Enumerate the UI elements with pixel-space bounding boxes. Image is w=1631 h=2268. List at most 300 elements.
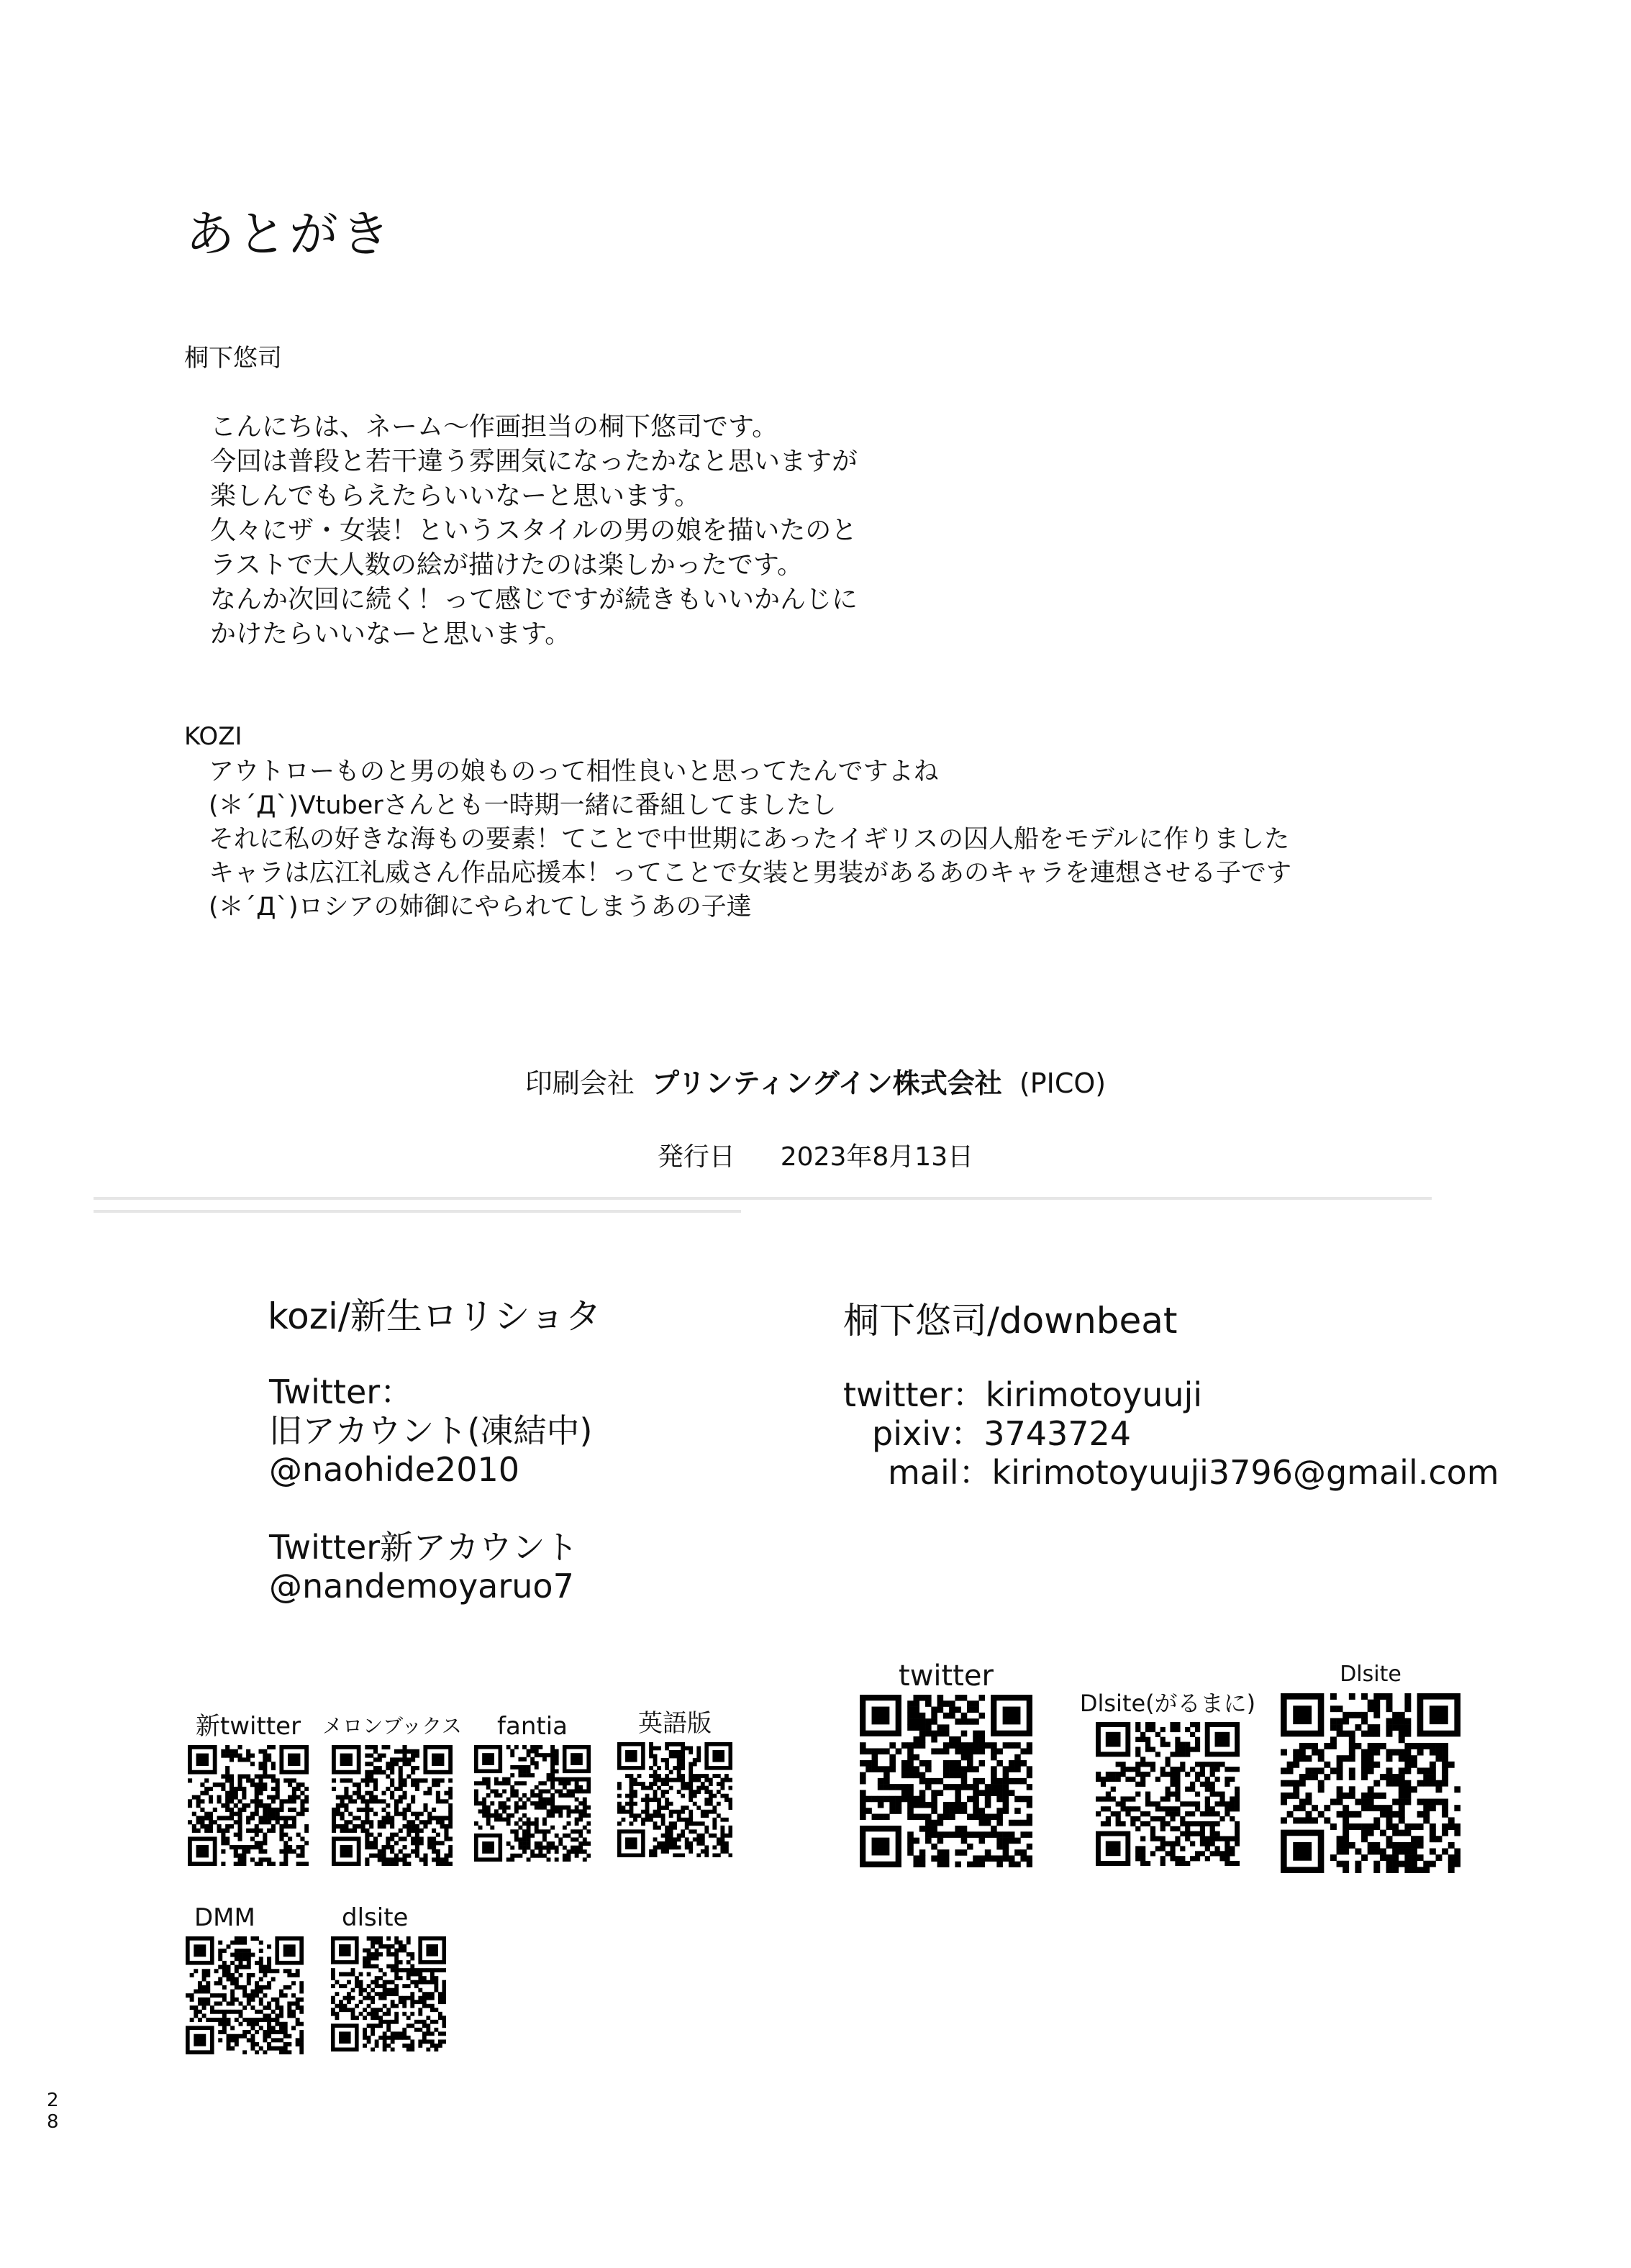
qr-module bbox=[230, 2046, 235, 2051]
qr-module bbox=[255, 1787, 259, 1791]
qr-module bbox=[502, 1801, 506, 1805]
qr-module bbox=[547, 1801, 551, 1805]
qr-module bbox=[363, 1996, 367, 2000]
qr-module bbox=[263, 1836, 267, 1841]
qr-module bbox=[378, 1976, 383, 1980]
qr-module bbox=[563, 1785, 567, 1790]
qr-module bbox=[1330, 1743, 1337, 1749]
qr-module bbox=[247, 1961, 251, 1965]
qr-module bbox=[661, 1805, 665, 1810]
qr-module bbox=[406, 2044, 411, 2048]
qr-module bbox=[375, 2008, 379, 2012]
qr-module bbox=[1442, 1805, 1448, 1811]
qr-module bbox=[527, 1818, 531, 1822]
qr-module bbox=[860, 1742, 866, 1749]
qr-module bbox=[677, 1778, 681, 1782]
qr-module bbox=[907, 1772, 914, 1779]
qr-module bbox=[394, 2036, 399, 2040]
qr-module bbox=[1027, 1772, 1032, 1779]
qr-module bbox=[263, 2030, 267, 2034]
qr-code-icon[interactable] bbox=[1281, 1693, 1460, 1873]
qr-module bbox=[419, 1836, 424, 1841]
qr-module bbox=[1404, 1718, 1411, 1724]
qr-module bbox=[913, 1736, 919, 1743]
qr-module bbox=[625, 1794, 630, 1798]
qr-module bbox=[665, 1778, 669, 1782]
qr-module bbox=[901, 1790, 908, 1796]
qr-module bbox=[657, 1841, 661, 1846]
qr-module bbox=[901, 1784, 908, 1790]
qr-module bbox=[369, 1820, 373, 1824]
qr-block-dlsite-girlsmaniax bbox=[1063, 1689, 1272, 1866]
qr-module bbox=[1373, 1861, 1380, 1867]
qr-module bbox=[258, 1787, 263, 1791]
qr-module bbox=[967, 1760, 973, 1767]
qr-module bbox=[709, 1810, 713, 1814]
qr-module bbox=[1125, 1806, 1130, 1811]
qr-module bbox=[550, 1765, 555, 1770]
qr-module bbox=[1135, 1746, 1140, 1752]
qr-module bbox=[222, 1998, 227, 2002]
qr-module bbox=[689, 1750, 693, 1754]
qr-module bbox=[677, 1750, 681, 1754]
qr-module bbox=[402, 2044, 406, 2048]
qr-module bbox=[419, 1857, 424, 1862]
qr-module bbox=[230, 1749, 234, 1754]
qr-module bbox=[196, 1799, 201, 1803]
qr-module bbox=[279, 1828, 283, 1833]
qr-module bbox=[271, 1766, 276, 1770]
qr-module bbox=[1140, 1782, 1145, 1787]
qr-module bbox=[230, 1973, 235, 1977]
qr-module bbox=[961, 1784, 968, 1790]
qr-module bbox=[299, 2038, 304, 2042]
qr-module bbox=[1386, 1780, 1393, 1787]
qr-module bbox=[717, 1841, 721, 1846]
qr-module bbox=[961, 1754, 968, 1761]
qr-module bbox=[657, 1810, 661, 1814]
qr-module bbox=[1175, 1737, 1180, 1742]
qr-module bbox=[418, 2039, 422, 2044]
qr-module bbox=[394, 1984, 399, 1988]
qr-module bbox=[1140, 1732, 1145, 1737]
qr-module bbox=[1175, 1782, 1180, 1787]
qr-module bbox=[693, 1774, 697, 1778]
qr-module bbox=[1106, 1841, 1121, 1857]
page-number bbox=[42, 2090, 63, 2133]
qr-module bbox=[1027, 1814, 1032, 1821]
qr-module bbox=[440, 1862, 445, 1866]
qr-module bbox=[1210, 1831, 1215, 1836]
qr-module bbox=[1380, 1693, 1386, 1700]
qr-module bbox=[1140, 1777, 1145, 1782]
qr-module bbox=[246, 1778, 250, 1782]
qr-module bbox=[522, 1801, 527, 1805]
qr-module bbox=[1330, 1799, 1337, 1805]
qr-module bbox=[255, 2010, 259, 2014]
qr-module bbox=[996, 1831, 1003, 1838]
qr-module bbox=[283, 1799, 288, 1803]
qr-module bbox=[1170, 1752, 1175, 1757]
qr-block-dlsite-main bbox=[1277, 1660, 1464, 1873]
qr-module bbox=[919, 1724, 926, 1731]
qr-module bbox=[681, 1794, 685, 1798]
qr-code-icon[interactable] bbox=[474, 1745, 591, 1862]
qr-module bbox=[1160, 1742, 1166, 1747]
qr-module bbox=[357, 1795, 361, 1800]
qr-module bbox=[563, 1781, 567, 1785]
qr-module bbox=[209, 1828, 213, 1833]
qr-module bbox=[878, 1778, 884, 1785]
qr-module bbox=[586, 1841, 591, 1846]
qr-module bbox=[955, 1736, 961, 1743]
qr-module bbox=[669, 1845, 673, 1849]
qr-module bbox=[402, 1762, 406, 1766]
qr-module bbox=[378, 1854, 382, 1858]
qr-module bbox=[357, 1782, 361, 1787]
qr-module bbox=[991, 1826, 997, 1832]
qr-module bbox=[279, 2050, 283, 2054]
qr-module bbox=[423, 1791, 427, 1795]
qr-module bbox=[1205, 1811, 1210, 1816]
qr-module bbox=[250, 2022, 255, 2026]
qr-code-icon[interactable] bbox=[860, 1695, 1032, 1867]
qr-module bbox=[1361, 1693, 1368, 1700]
qr-module bbox=[250, 2005, 255, 2010]
qr-module bbox=[238, 1845, 242, 1849]
qr-module bbox=[1150, 1851, 1155, 1856]
qr-module bbox=[225, 1766, 230, 1770]
qr-module bbox=[221, 1828, 225, 1833]
qr-module bbox=[1225, 1782, 1230, 1787]
qr-block-melonbooks bbox=[320, 1712, 464, 1866]
author1-line: 楽しんでもらえたらいいなーと思います。 bbox=[210, 481, 701, 511]
qr-module bbox=[665, 1790, 669, 1794]
qr-module bbox=[1185, 1727, 1190, 1732]
qr-module bbox=[1200, 1831, 1205, 1836]
qr-module bbox=[937, 1820, 944, 1826]
qr-module bbox=[365, 1770, 369, 1775]
qr-module bbox=[418, 2020, 422, 2024]
qr-module bbox=[1096, 1772, 1101, 1777]
qr-module bbox=[267, 2042, 271, 2046]
qr-module bbox=[1027, 1844, 1032, 1850]
qr-module bbox=[1111, 1796, 1116, 1801]
qr-module bbox=[222, 2022, 227, 2026]
qr-module bbox=[399, 1799, 403, 1803]
qr-module bbox=[259, 1985, 263, 1990]
qr-module bbox=[1014, 1820, 1021, 1826]
qr-module bbox=[1166, 1742, 1171, 1747]
qr-module bbox=[386, 1952, 391, 1957]
qr-module bbox=[247, 1981, 251, 1985]
qr-module bbox=[931, 1731, 937, 1737]
qr-module bbox=[996, 1748, 1003, 1754]
qr-module bbox=[728, 1834, 732, 1838]
qr-module bbox=[1318, 1780, 1325, 1787]
qr-module bbox=[979, 1731, 986, 1737]
qr-module bbox=[1009, 1778, 1015, 1785]
qr-module bbox=[267, 1803, 271, 1808]
qr-code-icon[interactable] bbox=[1096, 1722, 1240, 1866]
qr-module bbox=[371, 1952, 375, 1957]
qr-module bbox=[227, 2042, 231, 2046]
qr-module bbox=[919, 1713, 926, 1719]
qr-code-icon[interactable] bbox=[331, 1936, 446, 2051]
qr-module bbox=[991, 1855, 997, 1862]
qr-module bbox=[375, 2016, 379, 2020]
qr-module bbox=[423, 1854, 427, 1858]
qr-module bbox=[704, 1810, 709, 1814]
qr-module bbox=[258, 1816, 263, 1820]
qr-module bbox=[1368, 1700, 1374, 1706]
qr-module bbox=[550, 1777, 555, 1782]
qr-module bbox=[1293, 1762, 1299, 1768]
qr-module bbox=[1430, 1805, 1436, 1811]
qr-module bbox=[250, 1998, 255, 2002]
qr-module bbox=[276, 1791, 280, 1795]
qr-module bbox=[673, 1837, 677, 1841]
qr-module bbox=[235, 2034, 239, 2039]
qr-module bbox=[344, 1787, 348, 1791]
qr-module bbox=[937, 1838, 944, 1844]
qr-module bbox=[369, 1824, 373, 1828]
qr-module bbox=[247, 1977, 251, 1982]
qr-module bbox=[378, 2036, 383, 2040]
qr-module bbox=[365, 1857, 369, 1862]
qr-module bbox=[677, 1758, 681, 1762]
qr-module bbox=[426, 1996, 430, 2000]
qr-module bbox=[1175, 1787, 1180, 1792]
qr-module bbox=[1120, 1821, 1125, 1826]
qr-module bbox=[300, 1799, 304, 1803]
qr-module bbox=[283, 2022, 288, 2026]
qr-module bbox=[196, 1803, 201, 1808]
qr-code-icon[interactable] bbox=[186, 1936, 304, 2054]
qr-module bbox=[422, 1996, 427, 2000]
qr-module bbox=[386, 2020, 391, 2024]
qr-module bbox=[979, 1748, 986, 1754]
qr-module bbox=[442, 1968, 446, 1972]
qr-code-icon[interactable] bbox=[332, 1745, 453, 1866]
qr-module bbox=[1361, 1718, 1368, 1724]
qr-module bbox=[247, 2038, 251, 2042]
qr-module bbox=[1170, 1767, 1175, 1772]
qr-module bbox=[202, 1990, 206, 1994]
qr-module bbox=[423, 1778, 427, 1782]
qr-module bbox=[227, 1965, 231, 1969]
qr-module bbox=[1337, 1724, 1343, 1731]
qr-module bbox=[653, 1758, 658, 1762]
qr-module bbox=[538, 1854, 542, 1858]
printer-code: (PICO) bbox=[1019, 1067, 1107, 1099]
qr-module bbox=[399, 2000, 403, 2004]
qr-code-icon[interactable] bbox=[188, 1745, 309, 1866]
qr-module bbox=[1417, 1854, 1424, 1861]
qr-module bbox=[1373, 1724, 1380, 1731]
qr-module bbox=[258, 1799, 263, 1803]
qr-module bbox=[883, 1778, 890, 1785]
qr-module bbox=[1386, 1767, 1393, 1774]
qr-module bbox=[1442, 1823, 1448, 1830]
qr-module bbox=[218, 1949, 222, 1953]
qr-module bbox=[1299, 1749, 1306, 1756]
qr-module bbox=[1014, 1760, 1021, 1767]
qr-module bbox=[419, 1841, 424, 1845]
qr-module bbox=[563, 1793, 567, 1798]
qr-module bbox=[527, 1773, 531, 1777]
qr-module bbox=[575, 1818, 579, 1822]
qr-module bbox=[913, 1766, 919, 1772]
qr-module bbox=[949, 1760, 955, 1767]
qr-module bbox=[550, 1813, 555, 1818]
qr-module bbox=[681, 1762, 685, 1767]
qr-module bbox=[221, 1749, 225, 1754]
qr-module bbox=[239, 1973, 243, 1977]
qr-module bbox=[669, 1821, 673, 1826]
qr-module bbox=[1150, 1746, 1155, 1752]
qr-module bbox=[230, 1775, 234, 1779]
qr-module bbox=[339, 2031, 351, 2044]
qr-module bbox=[225, 1754, 230, 1758]
qr-module bbox=[1404, 1762, 1411, 1768]
qr-module bbox=[979, 1820, 986, 1826]
qr-module bbox=[1448, 1762, 1455, 1768]
qr-label: twitter bbox=[899, 1659, 994, 1693]
qr-module bbox=[296, 1969, 300, 1973]
qr-module bbox=[276, 1787, 280, 1791]
qr-module bbox=[571, 1789, 575, 1793]
qr-module bbox=[717, 1813, 721, 1818]
qr-module bbox=[331, 2000, 335, 2004]
qr-module bbox=[339, 2000, 343, 2004]
qr-module bbox=[383, 1972, 387, 1977]
spacer bbox=[269, 1489, 592, 1528]
qr-module bbox=[728, 1826, 732, 1830]
qr-module bbox=[1373, 1842, 1380, 1849]
qr-block-dlsite bbox=[324, 1903, 453, 2051]
qr-module bbox=[415, 1849, 419, 1854]
qr-module bbox=[955, 1718, 961, 1725]
qr-module bbox=[955, 1748, 961, 1754]
qr-module bbox=[202, 2001, 206, 2005]
qr-module bbox=[255, 1862, 259, 1866]
qr-module bbox=[555, 1777, 559, 1782]
qr-module bbox=[1380, 1830, 1386, 1836]
qr-module bbox=[217, 1828, 222, 1833]
qr-module bbox=[979, 1760, 986, 1767]
qr-module bbox=[383, 2020, 387, 2024]
qr-module bbox=[685, 1837, 689, 1841]
qr-module bbox=[235, 1953, 239, 1957]
qr-module bbox=[242, 1857, 246, 1862]
qr-module bbox=[925, 1731, 932, 1737]
qr-module bbox=[288, 1782, 292, 1787]
qr-module bbox=[1106, 1772, 1111, 1777]
qr-module bbox=[1003, 1790, 1009, 1796]
qr-module bbox=[222, 1973, 227, 1977]
qr-module bbox=[202, 1998, 206, 2002]
qr-module bbox=[955, 1707, 961, 1713]
qr-module bbox=[704, 1786, 709, 1790]
qr-module bbox=[386, 1787, 390, 1791]
qr-module bbox=[1404, 1823, 1411, 1830]
qr-module bbox=[1430, 1767, 1436, 1774]
qr-module bbox=[263, 1969, 267, 1973]
qr-module bbox=[685, 1805, 689, 1810]
qr-module bbox=[242, 1854, 246, 1858]
qr-module bbox=[438, 2012, 442, 2016]
qr-module bbox=[221, 1787, 225, 1791]
qr-module bbox=[1190, 1821, 1195, 1826]
qr-module bbox=[196, 1820, 201, 1824]
qr-module bbox=[931, 1718, 937, 1725]
qr-module bbox=[645, 1798, 650, 1802]
qr-module bbox=[263, 1973, 267, 1977]
qr-module bbox=[949, 1802, 955, 1808]
qr-module bbox=[535, 1841, 539, 1846]
qr-module bbox=[571, 1849, 575, 1854]
qr-module bbox=[361, 1795, 365, 1800]
qr-module bbox=[288, 1808, 292, 1812]
qr-module bbox=[340, 1754, 353, 1766]
qr-code-icon[interactable] bbox=[617, 1742, 732, 1857]
qr-module bbox=[1190, 1841, 1195, 1846]
qr-module bbox=[279, 1803, 283, 1808]
qr-module bbox=[1399, 1793, 1405, 1799]
qr-module bbox=[1430, 1780, 1436, 1787]
qr-module bbox=[1130, 1816, 1135, 1821]
qr-module bbox=[1009, 1820, 1015, 1826]
qr-module bbox=[896, 1784, 902, 1790]
qr-module bbox=[242, 1949, 247, 1953]
qr-module bbox=[221, 1833, 225, 1837]
qr-module bbox=[566, 1849, 571, 1854]
qr-module bbox=[630, 1782, 634, 1786]
qr-module bbox=[661, 1818, 665, 1822]
qr-module bbox=[724, 1818, 729, 1822]
qr-module bbox=[348, 1799, 353, 1803]
qr-module bbox=[418, 2008, 422, 2012]
qr-module bbox=[530, 1757, 535, 1762]
qr-module bbox=[299, 2030, 304, 2034]
qr-module bbox=[209, 1799, 213, 1803]
qr-module bbox=[267, 2030, 271, 2034]
qr-module bbox=[1190, 1831, 1195, 1836]
qr-module bbox=[367, 2036, 371, 2040]
qr-module bbox=[426, 2016, 430, 2020]
qr-module bbox=[1399, 1830, 1405, 1836]
qr-module bbox=[625, 1750, 637, 1762]
qr-module bbox=[292, 1787, 296, 1791]
qr-module bbox=[1318, 1811, 1325, 1818]
qr-module bbox=[386, 1841, 390, 1845]
qr-module bbox=[937, 1695, 944, 1701]
qr-module bbox=[1190, 1782, 1195, 1787]
qr-module bbox=[693, 1802, 697, 1806]
qr-module bbox=[530, 1854, 535, 1858]
qr-module bbox=[907, 1802, 914, 1808]
qr-module bbox=[373, 1782, 378, 1787]
qr-module bbox=[383, 2004, 387, 2008]
circle-right-line: mail：kirimotoyuuji3796@gmail.com bbox=[888, 1453, 1499, 1492]
qr-module bbox=[925, 1778, 932, 1785]
qr-module bbox=[1170, 1856, 1175, 1861]
qr-module bbox=[717, 1782, 721, 1786]
qr-module bbox=[518, 1841, 522, 1846]
qr-module bbox=[1342, 1842, 1349, 1849]
qr-module bbox=[563, 1854, 567, 1858]
